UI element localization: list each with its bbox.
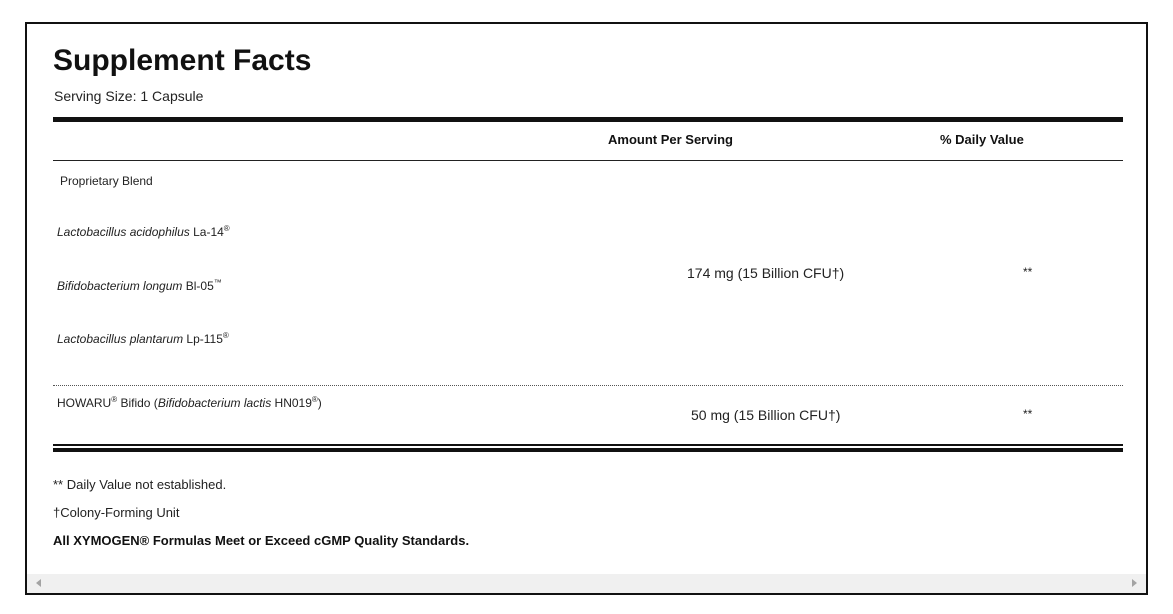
row-divider xyxy=(53,385,1123,386)
ingredient-strain: La-14 xyxy=(193,225,224,239)
howaru-close: ) xyxy=(317,396,322,410)
proprietary-blend-label: Proprietary Blend xyxy=(60,174,153,188)
trademark-mark: ™ xyxy=(213,278,222,287)
howaru-brand: HOWARU xyxy=(57,396,112,410)
registered-mark: ® xyxy=(311,395,318,404)
howaru-species: Bifidobacterium lactis xyxy=(157,396,272,410)
serving-size: Serving Size: 1 Capsule xyxy=(54,88,204,104)
blend-amount: 174 mg (15 Billion CFU†) xyxy=(687,265,845,281)
quality-statement: All XYMOGEN® Formulas Meet or Exceed cGMP Quality Standards. xyxy=(53,533,470,548)
panel-title: Supplement Facts xyxy=(53,44,312,77)
thick-divider xyxy=(53,117,1123,122)
ingredient-strain: Bl-05 xyxy=(185,279,214,293)
registered-mark: ® xyxy=(223,224,230,233)
ingredient-strain: Lp-115 xyxy=(186,332,223,346)
cfu-footnote: †Colony-Forming Unit xyxy=(53,505,180,520)
supplement-facts-panel xyxy=(25,22,1148,595)
ingredient-la14 xyxy=(57,225,230,239)
horizontal-scrollbar[interactable] xyxy=(27,574,1146,593)
daily-value-header: % Daily Value xyxy=(940,132,1024,147)
howaru-name: Bifido ( xyxy=(117,396,158,410)
howaru-daily-value: ** xyxy=(1023,407,1033,421)
blend-daily-value: ** xyxy=(1023,265,1033,279)
scroll-right-icon[interactable] xyxy=(1132,579,1137,587)
ingredient-lp115 xyxy=(57,332,229,346)
amount-per-serving-header: Amount Per Serving xyxy=(608,132,733,147)
ingredient-species: Lactobacillus plantarum xyxy=(57,332,184,346)
registered-mark: ® xyxy=(222,331,229,340)
registered-mark: ® xyxy=(111,395,118,404)
howaru-strain: HN019 xyxy=(271,396,312,410)
howaru-amount: 50 mg (15 Billion CFU†) xyxy=(691,407,841,423)
ingredient-bl05 xyxy=(57,279,222,293)
bottom-divider-thin xyxy=(53,444,1123,446)
daily-value-footnote: ** Daily Value not established. xyxy=(53,477,227,492)
ingredient-species: Lactobacillus acidophilus xyxy=(57,225,190,239)
ingredient-howaru-bifido xyxy=(57,396,322,410)
header-divider xyxy=(53,160,1123,161)
scroll-left-icon[interactable] xyxy=(36,579,41,587)
ingredient-species: Bifidobacterium longum xyxy=(57,279,183,293)
bottom-divider-thick xyxy=(53,448,1123,452)
